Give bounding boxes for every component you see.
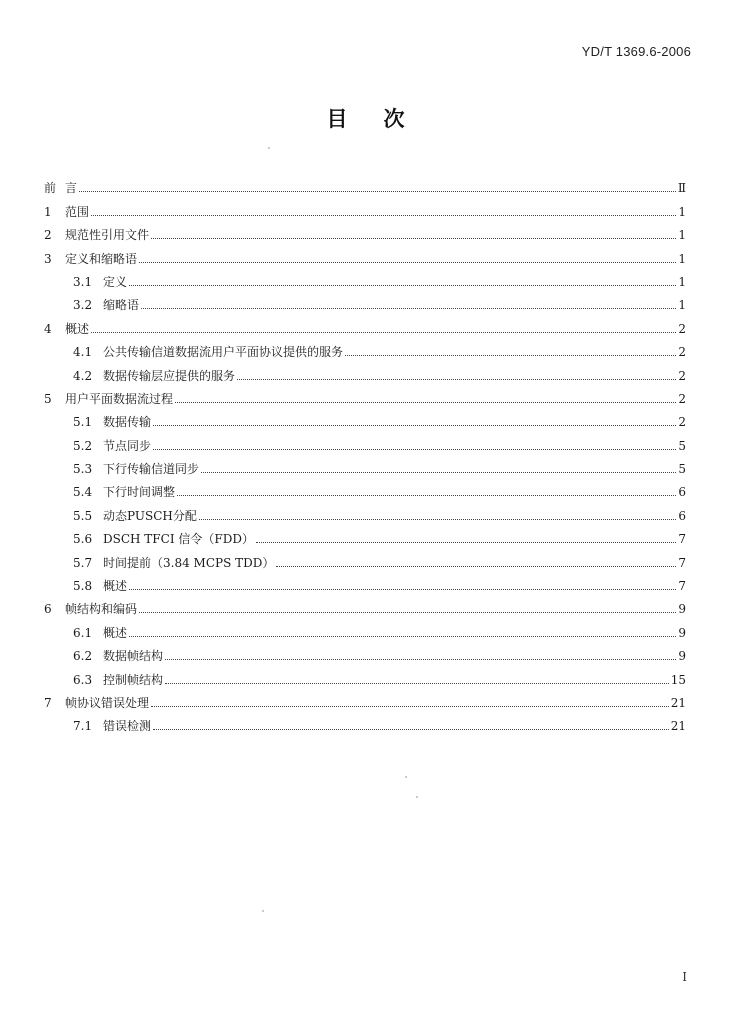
toc-dot-leader [276, 565, 676, 567]
toc-dot-leader [151, 705, 669, 707]
toc-entry-title: 下行时间调整 [103, 485, 176, 500]
toc-entry-title: 概述 [103, 625, 128, 640]
toc-entry-number: 6 [44, 602, 52, 617]
toc-entry-page: 2 [678, 321, 686, 336]
toc-entry-title: 下行传输信道同步 [103, 462, 200, 477]
toc-entry[interactable] [44, 499, 686, 522]
toc-dot-leader [345, 354, 676, 356]
toc-entry-title: 缩略语 [103, 298, 140, 313]
toc-dot-leader [79, 190, 676, 192]
toc-entry-page: 2 [678, 345, 686, 360]
toc-entry-number: 4 [44, 321, 52, 336]
toc-dot-leader [153, 728, 669, 730]
toc-entry[interactable] [44, 523, 686, 546]
toc-entry-number: 1 [44, 204, 52, 219]
toc-entry-title: 范围 [65, 204, 90, 219]
footer-page-number: I [682, 970, 687, 984]
toc-dot-leader [141, 307, 676, 309]
toc-entry-number: 7.1 [73, 719, 93, 734]
toc-entry-page: 1 [678, 298, 686, 313]
toc-entry-title: 数据传输 [103, 415, 152, 430]
toc-entry-title: 帧协议错误处理 [65, 695, 150, 710]
toc-entry-number: 3.1 [73, 274, 93, 289]
toc-entry-number: 7 [44, 695, 52, 710]
toc-entry[interactable] [44, 242, 686, 265]
toc-entry[interactable] [44, 406, 686, 429]
toc-dot-leader [165, 682, 669, 684]
toc-entry[interactable] [44, 616, 686, 639]
toc-entry-number: 5.5 [73, 508, 93, 523]
toc-entry-number: 5.7 [73, 555, 93, 570]
toc-entry-title: 数据传输层应提供的服务 [103, 368, 236, 383]
scan-speck [268, 147, 270, 149]
toc-entry[interactable] [44, 195, 686, 218]
toc-entry-page: Ⅱ [677, 181, 686, 196]
toc-entry-page: 2 [678, 415, 686, 430]
toc-entry-title: 时间提前（3.84 MCPS TDD） [103, 555, 275, 570]
toc-entry-title: 概述 [103, 579, 128, 594]
scan-speck [262, 910, 264, 912]
toc-dot-leader [201, 471, 676, 473]
toc-entry-number: 5.3 [73, 462, 93, 477]
page-title: 目次 [326, 107, 441, 131]
toc-entry-page: 21 [670, 695, 686, 710]
toc-entry[interactable] [44, 687, 686, 710]
toc-entry-title: 帧结构和编码 [65, 602, 138, 617]
toc-entry-number: 3 [44, 251, 52, 266]
toc-dot-leader [153, 424, 676, 426]
toc-entry[interactable] [44, 593, 686, 616]
toc-dot-leader [129, 284, 676, 286]
toc-entry-page: 7 [678, 579, 686, 594]
document-code: YD/T 1369.6-2006 [581, 44, 691, 59]
toc-entry[interactable] [44, 663, 686, 686]
toc-entry-number: 5.6 [73, 532, 93, 547]
toc-dot-leader [91, 214, 676, 216]
toc-dot-leader [199, 518, 676, 520]
toc-entry-title: 控制帧结构 [103, 672, 164, 687]
toc-entry-page: 1 [678, 204, 686, 219]
toc-entry-page: 1 [678, 228, 686, 243]
toc-entry[interactable] [44, 312, 686, 335]
toc-dot-leader [165, 658, 676, 660]
toc-dot-leader [151, 237, 676, 239]
toc-entry-number: 5.1 [73, 415, 93, 430]
scan-speck [405, 776, 407, 778]
toc-dot-leader [153, 448, 676, 450]
toc-entry-title: 动态PUSCH分配 [103, 508, 197, 523]
toc-dot-leader [91, 331, 676, 333]
toc-entry-title: 规范性引用文件 [65, 228, 150, 243]
toc-entry-page: 1 [678, 251, 686, 266]
toc-entry-page: 5 [678, 438, 686, 453]
toc-entry-number: 6.2 [73, 649, 93, 664]
toc-entry-title: 概述 [65, 321, 90, 336]
toc-entry-title: 节点同步 [103, 438, 152, 453]
toc-entry-title: 言 [65, 181, 78, 196]
toc-entry-number: 3.2 [73, 298, 93, 313]
toc-entry[interactable] [44, 219, 686, 242]
toc-entry-page: 2 [678, 368, 686, 383]
toc-entry[interactable] [44, 453, 686, 476]
toc-entry[interactable] [44, 336, 686, 359]
toc-entry-title: 公共传输信道数据流用户平面协议提供的服务 [103, 345, 344, 360]
toc-entry[interactable] [44, 289, 686, 312]
toc-entry-page: 21 [670, 719, 686, 734]
toc-entry-number: 2 [44, 228, 52, 243]
toc-entry-number: 6.1 [73, 625, 93, 640]
toc-dot-leader [139, 611, 676, 613]
toc-entry-number: 前 [44, 181, 57, 196]
toc-entry-page: 5 [678, 462, 686, 477]
toc-entry-title: 错误检测 [103, 719, 152, 734]
toc-entry[interactable] [44, 476, 686, 499]
toc-entry-number: 5.2 [73, 438, 93, 453]
toc-entry-page: 6 [678, 485, 686, 500]
toc-entry-title: 定义和缩略语 [65, 251, 138, 266]
toc-dot-leader [237, 378, 676, 380]
toc-entry[interactable] [44, 546, 686, 569]
toc-entry-number: 4.1 [73, 345, 93, 360]
toc-entry-number: 6.3 [73, 672, 93, 687]
toc-dot-leader [256, 541, 676, 543]
table-of-contents [44, 172, 686, 733]
toc-entry-page: 6 [678, 508, 686, 523]
toc-entry-title: 用户平面数据流过程 [65, 391, 174, 406]
toc-entry[interactable] [44, 710, 686, 733]
toc-entry[interactable] [44, 640, 686, 663]
toc-entry-title: 定义 [103, 274, 128, 289]
toc-dot-leader [129, 588, 676, 590]
toc-entry-page: 7 [678, 532, 686, 547]
toc-dot-leader [129, 635, 676, 637]
toc-entry-page: 2 [678, 391, 686, 406]
toc-entry-page: 9 [678, 649, 686, 664]
toc-entry[interactable] [44, 359, 686, 382]
toc-entry-number: 5 [44, 391, 52, 406]
toc-entry-title: DSCH TFCI 信令（FDD） [103, 532, 254, 547]
scan-speck [416, 796, 418, 798]
toc-entry-page: 15 [670, 672, 686, 687]
toc-entry[interactable] [44, 172, 686, 195]
toc-entry[interactable] [44, 383, 686, 406]
toc-dot-leader [139, 261, 676, 263]
toc-entry-number: 4.2 [73, 368, 93, 383]
toc-entry-page: 9 [678, 602, 686, 617]
toc-entry[interactable] [44, 570, 686, 593]
toc-dot-leader [177, 494, 676, 496]
toc-entry[interactable] [44, 266, 686, 289]
toc-entry-page: 1 [678, 274, 686, 289]
toc-entry-title: 数据帧结构 [103, 649, 164, 664]
toc-dot-leader [175, 401, 676, 403]
toc-entry-number: 5.8 [73, 579, 93, 594]
toc-entry-number: 5.4 [73, 485, 93, 500]
toc-entry[interactable] [44, 429, 686, 452]
toc-entry-page: 9 [678, 625, 686, 640]
toc-entry-page: 7 [678, 555, 686, 570]
